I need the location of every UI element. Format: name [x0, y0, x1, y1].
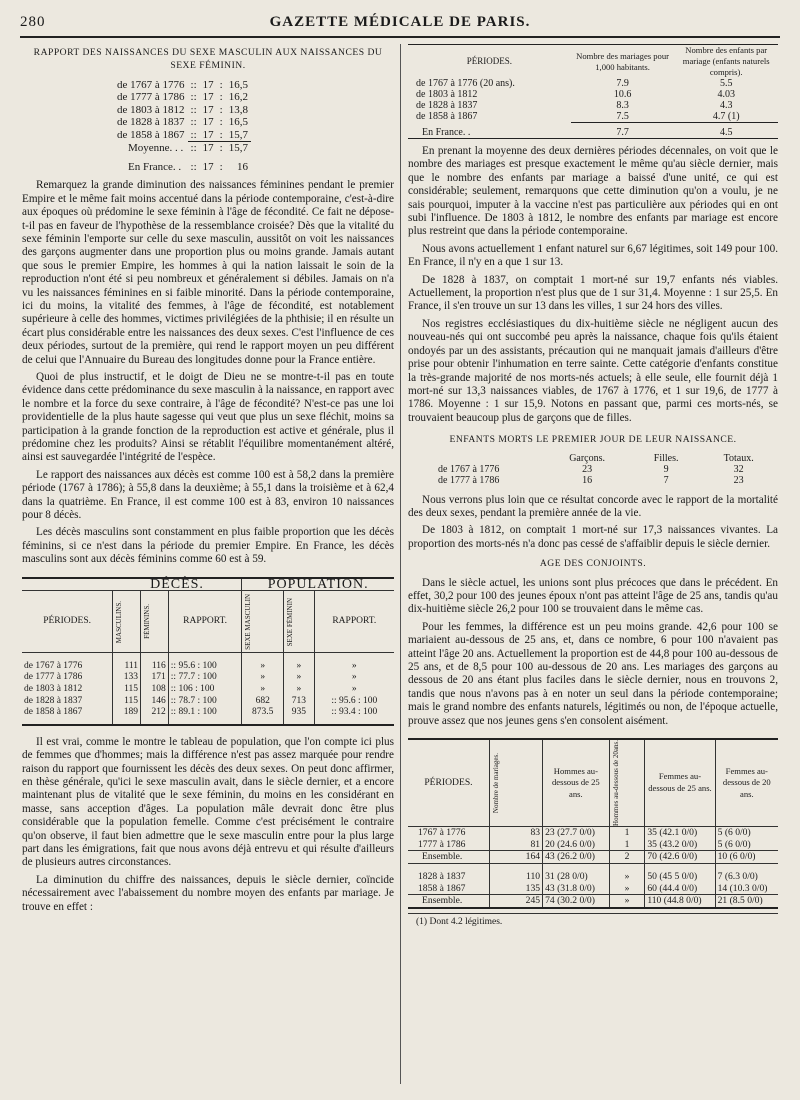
population-feminin: » [284, 672, 314, 684]
stillborn-filles: 7 [663, 474, 669, 486]
enfants-title: ENFANTS MORTS LE PREMIER JOUR DE LEUR NAISSANCE. [449, 434, 737, 446]
age-hommes25 [543, 871, 610, 883]
population-rapport: :: 93.4 : 100 [314, 707, 394, 719]
stillborn-period: de 1777 à 1786 [438, 474, 500, 486]
age-femmes20-pct: (10.3 0/0) [729, 882, 768, 894]
age-femmes25 [645, 851, 715, 864]
table1-period: de 1803 à 1812 [117, 103, 185, 116]
table1-row [114, 116, 251, 129]
age-hommes20: » [609, 871, 645, 883]
age-hommes25-pct: (28 0/0) [557, 871, 588, 883]
age-femmes25-pct: (43.2 0/0) [659, 838, 698, 850]
left-paragraph-4: Les décès masculins sont constamment en plus faible proportion que les décès féminins, si ce n'est dans la période du premier Empire. En France, les décès masculins sont aux décès féminins comme 60 est à 59. [22, 526, 394, 566]
age-femmes25-count: 35 [647, 838, 657, 850]
age-nombre: 135 [489, 883, 542, 895]
table1-sep: : [219, 103, 223, 116]
age-femmes25-pct: (42.1 0/0) [659, 826, 698, 838]
population-rapport: » [314, 684, 394, 696]
stillborn-table: Garçons. Filles. Totaux. de 1767 à 1776 23 9 32 de 1777 à 1786 16 7 23 [408, 453, 778, 486]
age-hommes20: » [609, 895, 645, 908]
age-hommes20: 1 [609, 826, 645, 838]
stillborn-period: de 1767 à 1776 [438, 463, 500, 475]
deaths-period: de 1858 à 1867 [24, 707, 83, 718]
deaths-rapport: :: 89.1 : 100 [168, 707, 242, 719]
age-nombre: 110 [489, 871, 542, 883]
age-hommes25-count: 43 [545, 851, 555, 863]
age-hommes25-count: 31 [545, 871, 555, 883]
age-femmes25 [645, 895, 715, 908]
age-hommes25-pct: (31.8 0/0) [557, 882, 595, 894]
age-hommes25-count: 20 [545, 838, 555, 850]
column-divider [400, 44, 401, 1084]
deaths-rapport: :: 106 : 100 [168, 684, 242, 696]
age-femmes25-count: 50 [647, 871, 657, 883]
age-row [408, 895, 778, 908]
age-nombre: 81 [489, 839, 542, 851]
age-femmes20 [715, 871, 778, 883]
age-hommes20: 2 [609, 851, 645, 864]
age-row [408, 871, 778, 883]
age-hommes25-pct: (27.7 0/0) [557, 826, 595, 838]
age-femmes25 [645, 826, 715, 838]
deaths-masculins: 115 [113, 696, 141, 708]
deaths-feminins: 108 [141, 684, 169, 696]
left-paragraph-3: Le rapport des naissances aux décès est comme 100 est à 58,2 dans la première période (1767 à 1786); à 55,8 dans la deuxième; à 55,1 dans la troisième et à 62,4 dans la quatrième. En France, il est comme 100 est à 83, environ 10 naissances pour 8 décès. [22, 468, 394, 522]
sex-ratio-table [114, 79, 251, 174]
table1-value-b: 13,8 [228, 103, 248, 116]
table1-row [114, 79, 251, 92]
deaths-feminins: 212 [141, 707, 169, 719]
table1-value-b: 15,7 [228, 128, 248, 141]
age-hommes25 [543, 883, 610, 895]
age-row [408, 826, 778, 838]
table1-sep: : [219, 116, 223, 129]
age-femmes25 [645, 871, 715, 883]
age-hommes25-count: 43 [545, 882, 555, 894]
age-femmes20-count: 21 [717, 895, 728, 907]
page-header [20, 10, 780, 38]
deaths-masculins: 189 [113, 707, 141, 719]
marriage-rate: 10.6 [613, 89, 632, 100]
age-nombre: 83 [489, 826, 542, 838]
deaths-period: de 1803 à 1812 [24, 683, 83, 694]
population-rapport: :: 95.6 : 100 [314, 696, 394, 708]
table1-value-b: 16,5 [228, 78, 248, 91]
age-femmes20 [715, 839, 778, 851]
age-femmes25 [645, 883, 715, 895]
age-hommes25-pct: (24.6 0/0) [557, 838, 595, 850]
table1-value-a: 17 [202, 128, 214, 141]
table1-value-b: 16,5 [228, 116, 248, 129]
age-femmes25-pct: (42.6 0/0) [659, 851, 698, 863]
age-period: 1858 à 1867 [418, 882, 466, 894]
age-spacer-cell [645, 863, 715, 871]
children-per-marriage: 4.03 [717, 89, 735, 100]
right-column [408, 44, 778, 929]
population-feminin: 935 [284, 707, 314, 719]
table1-value-a: 17 [202, 116, 214, 129]
age-row [408, 883, 778, 895]
age-hommes25 [543, 851, 610, 864]
deaths-rapport: :: 78.7 : 100 [168, 696, 242, 708]
age-period: Ensemble. [422, 851, 463, 863]
children-per-marriage: 4.3 [719, 100, 733, 111]
journal-title: GAZETTE MÉDICALE DE PARIS. [269, 14, 531, 30]
table1-sep: :: [190, 128, 197, 141]
age-femmes20 [715, 883, 778, 895]
age-femmes20-pct: (6 0/0) [724, 826, 751, 838]
age-period: 1767 à 1776 [418, 826, 466, 838]
age-spacer-cell [609, 863, 645, 871]
marriage-table: PÉRIODES. Nombre des mariages pour 1,000 habitants. Nombre des enfants par mariage (enfants naturels compris). de 1767 à 1776 (20 ans). 7.9 5.5 de 1803 à 1812 10.6 4.03 de 1828 à 1837 8.3 4.3 de 1858 à 1867 7.5 4.7 (1) En France. . 7.7 4.5 [408, 44, 778, 139]
stillborn-totaux: 32 [733, 463, 744, 475]
table1-period: de 1828 à 1837 [117, 116, 185, 129]
age-femmes20 [715, 895, 778, 908]
age-nombre: 164 [489, 851, 542, 864]
age-femmes25-count: 60 [647, 882, 657, 894]
age-femmes20-pct: (6.3 0/0) [724, 871, 758, 883]
marriage-rate: 8.3 [616, 100, 629, 111]
population-feminin: 713 [284, 696, 314, 708]
table1-value-a: 17 [202, 103, 214, 116]
children-per-marriage: 5.5 [719, 78, 733, 89]
marriage-row [408, 78, 778, 89]
age-femmes20-count: 5 [717, 838, 723, 850]
left-paragraph-2: Quoi de plus instructif, et le doigt de Dieu ne se montre-t-il pas en toute évidence dans cette prédominance du sexe masculin à la naissance, en rapport avec le nombre et la force du sexe contraire, à l'âge de fécondité? N'est-ce pas une loi providentielle de la plus haute sagesse qui veut que plus un sexe fléchit, moins sa participation à la grande fonction de la reproduction est active et générale, plus il prédomine chez les produits? Ainsi se rétablit l'équilibre momentanément altéré, ainsi est sauvegardée l'intégrité de l'espèce. [22, 371, 394, 464]
table1-sep: : [219, 128, 223, 141]
marriage-france-row: En France. . 7.7 4.5 [408, 123, 778, 139]
deaths-population-table: DÉCÈS. POPULATION. PÉRIODES. MASCULINS. FÉMININS. RAPPORT. SEXE MASCULIN SEXE FÉMININ RAPPORT. de 1767 à 1776 111 116 :: 95.6 : 100 » » » de 1777 à 1786 133 171 :: 77.7 : 100 » » » de 1803 à 1812 115 108 :: 106 : 100 » » » de 1828 à 1837 115 146 :: 78.7 : 100 682 713 :: 95.6 : 100 de 1858 à 1867 189 212 :: 89.1 : 100 873.5 935 :: 93.4 : 100 [22, 577, 394, 726]
deaths-row [22, 696, 394, 708]
age-femmes20-count: 5 [717, 826, 723, 838]
age-femmes20 [715, 851, 778, 864]
table1-moyenne-row: Moyenne. . . :: 17 : 15,7 [114, 142, 251, 155]
age-row [408, 851, 778, 864]
table1-value-a: 17 [202, 78, 214, 91]
table1-row [114, 91, 251, 104]
population-masculin: » [242, 661, 284, 673]
deaths-feminins: 171 [141, 672, 169, 684]
marriage-row [408, 111, 778, 123]
age-femmes25 [645, 839, 715, 851]
table1-sep: : [219, 78, 223, 91]
stillborn-row [408, 475, 778, 486]
deaths-period: de 1767 à 1776 [24, 660, 83, 671]
age-hommes25-count: 23 [545, 826, 555, 838]
age-femmes20-pct: (6 0/0) [729, 851, 756, 863]
marriage-period: de 1828 à 1837 [416, 100, 478, 111]
population-masculin: » [242, 684, 284, 696]
age-spacer-cell [408, 863, 489, 871]
stillborn-garcons: 16 [582, 474, 593, 486]
stillborn-totaux: 23 [733, 474, 744, 486]
deces-header: DÉCÈS. [113, 578, 242, 591]
age-femmes25-pct: (44.8 0/0) [663, 895, 702, 907]
deaths-masculins: 111 [113, 661, 141, 673]
age-femmes25-count: 110 [647, 895, 662, 907]
age-spacer-cell [715, 863, 778, 871]
age-table: PÉRIODES. Nombre de mariages. Hommes au-dessous de 25 ans. Hommes au-dessous de 20ans. Femmes au-dessous de 25 ans. Femmes au-dessous de 20 ans. 1767 à 1776 83 23 (27.7 0/0) 1 35 (42.1 0/0) 5 (6 0/0) 1777 à 1786 81 20 (24.6 0/0) 1 35 (43.2 0/0) 5 (6 0/0) Ensemble. 164 43 (26.2 0/0) 2 70 (42.6 0/0) 10 (6 0/0) 1828 à 1837 110 31 (28 0/0) » 50 (45 5 0/0) 7 (6.3 0/0) 1858 à 1867 135 43 (31.8 0/0) » 60 (44.4 0/0) 14 (10.3 0/0) Ensemble. 245 74 (30.2 0/0) » 110 (44.8 0/0) 21 (8.5 0/0) [408, 738, 778, 909]
age-femmes20-count: 10 [717, 851, 728, 863]
population-feminin: » [284, 684, 314, 696]
age-title: AGE DES CONJOINTS. [539, 558, 647, 570]
right-paragraph-8: Pour les femmes, la différence est un peu moins grande. 42,6 pour 100 se mariaient au-dessous de 25 ans, et, dans ce nombre, 6 pour 100 n'avaient pas atteint l'âge 20 ans. Actuellement la proportion est de 44,8 pour 100 au-dessous de 25 ans, et de 8,5 pour 100 au-dessous de 20 ans. Les mariages des garçons au dessous de 20 ans étant plus faciles dans le siècle dernier, nous en trouvons 2, tandis que nous n'avons pas à en noter un seul dans la période contemporaine; mais le grand nombre des enfants naturels, légitimés ou non, de l'époque actuelle, prouve assez que nos jeunes gens s'en consolent aisément. [408, 620, 778, 727]
age-femmes20-pct: (6 0/0) [724, 838, 751, 850]
left-paragraph-5: Il est vrai, comme le montre le tableau de population, que l'on compte ici plus de femmes que d'hommes; mais la différence n'est pas assez marquée pour rendre raison du rapport que fournissent les décès des deux sexes. On peut donc affirmer, en thèse générale, qu'ici le sexe masculin avait, dans le siècle dernier, et a encore maintenant plus de vitalité que le sexe féminin, du moins en les considérant en masse, sans acception d'âges. La population mâle devrait donc être plus considérable que la population femelle. Comme c'est précisément le contraire qu'on observe, il faut bien admettre que le sexe masculin entre pour la plus large part dans les émigrations, fait que nous avons déjà entrevu et qui résulte d'ailleurs de plusieurs autres circonstances. [22, 735, 394, 869]
age-nombre: 245 [489, 895, 542, 908]
deaths-masculins: 133 [113, 672, 141, 684]
deaths-feminins: 146 [141, 696, 169, 708]
table1-row [114, 129, 251, 142]
deaths-row [22, 672, 394, 684]
right-paragraph-5: Nous verrons plus loin que ce résultat concorde avec le rapport de la mortalité des deux sexes, pendant la première année de la vie. [408, 493, 778, 519]
deaths-row [22, 684, 394, 696]
marriage-row [408, 100, 778, 111]
table1-title: RAPPORT DES NAISSANCES DU SEXE MASCULIN AUX NAISSANCES DU SEXE FÉMININ. [33, 47, 383, 72]
deaths-masculins: 115 [113, 684, 141, 696]
page-number: 280 [20, 14, 46, 30]
deaths-period: de 1828 à 1837 [24, 695, 83, 706]
age-femmes20-count: 14 [717, 882, 728, 894]
deaths-rapport: :: 77.7 : 100 [168, 672, 242, 684]
right-paragraph-1: En prenant la moyenne des deux dernières périodes décennales, on voit que le nombre des mariages est presque exactement le même qu'au siècle dernier, mais que le nombre des enfants par mariage a baissé d'une unité, ce qui est considérable; seulement, remarquons que cette diminution qu'on a voulu, je ne sais pourquoi, imputer à la vaccine n'est pas particulière aux périodes qui en ont subi l'influence. De 1803 à 1812, le nombre des enfants par mariage est encore plus restreint que dans la période contemporaine. [408, 145, 778, 238]
age-femmes25-pct: (45 5 0/0) [659, 871, 698, 883]
footnote: (1) Dont 4.2 légitimes. [408, 913, 778, 929]
left-paragraph-6: La diminution du chiffre des naissances, depuis le siècle dernier, coïncide nécessairement avec l'abaissement du nombre moyen des enfants par mariage. Je trouve en effet : [22, 873, 394, 913]
age-hommes25-pct: (30.2 0/0) [557, 895, 595, 907]
stillborn-filles: 9 [663, 463, 669, 475]
table1-sep: : [219, 91, 223, 104]
age-femmes25-count: 70 [647, 851, 657, 863]
marriage-period: de 1803 à 1812 [416, 89, 478, 100]
deaths-period: de 1777 à 1786 [24, 672, 83, 683]
marriage-rate: 7.5 [616, 111, 629, 122]
marriage-period: de 1858 à 1867 [416, 111, 478, 123]
age-spacer-cell [489, 863, 542, 871]
deaths-row [22, 661, 394, 673]
age-femmes25-pct: (44.4 0/0) [659, 882, 698, 894]
right-paragraph-2: Nous avons actuellement 1 enfant naturel sur 6,67 légitimes, soit 149 pour 100. En France, il n'y en a que 1 sur 13. [408, 242, 778, 269]
table1-period: de 1767 à 1776 [117, 78, 185, 91]
marriage-period: de 1767 à 1776 (20 ans). [416, 78, 515, 89]
age-femmes25-count: 35 [647, 826, 657, 838]
table1-sep: :: [190, 116, 197, 129]
marriage-row [408, 89, 778, 100]
age-hommes20: 1 [609, 839, 645, 851]
stillborn-garcons: 23 [582, 463, 593, 475]
deaths-feminins: 116 [141, 661, 169, 673]
deaths-row [22, 707, 394, 719]
age-spacer-cell [543, 863, 610, 871]
table1-sep: :: [190, 103, 197, 116]
right-paragraph-3: De 1828 à 1837, on comptait 1 mort-né sur 19,7 enfants nés viables. Actuellement, la proportion n'est plus que de 1 sur 31,4. Moyenne : 1 sur 25,5. En France, il s'en trouve un sur 13 dans les villes, 1 sur 24 hors des villes. [408, 273, 778, 313]
marriage-rate: 7.9 [616, 78, 629, 89]
population-rapport: » [314, 661, 394, 673]
table1-row [114, 104, 251, 117]
table1-value-a: 17 [202, 91, 214, 104]
table1-period: de 1858 à 1867 [117, 129, 185, 142]
age-hommes25-pct: (26.2 0/0) [557, 851, 595, 863]
age-hommes25 [543, 895, 610, 908]
population-rapport: » [314, 672, 394, 684]
right-paragraph-6: De 1803 à 1812, on comptait 1 mort-né sur 17,3 naissances vivantes. La proportion des morts-nés n'a donc pas cessé de s'affaiblir depuis le siècle dernier. [408, 524, 778, 550]
age-period: 1777 à 1786 [418, 838, 466, 850]
right-paragraph-7: Dans le siècle actuel, les unions sont plus précoces que dans le précédent. En effet, 30,2 pour 100 des jeunes époux n'ont pas atteint l'âge de 25 ans, tandis qu'au dix-huitième siècle 26,2 pour 100 se trouvaient dans le même cas. [408, 576, 778, 616]
table1-value-b: 16,2 [228, 91, 248, 104]
population-masculin: » [242, 672, 284, 684]
population-masculin: 682 [242, 696, 284, 708]
age-period: Ensemble. [422, 895, 463, 907]
age-hommes25-count: 74 [545, 895, 555, 907]
table1-period: de 1777 à 1786 [117, 91, 185, 104]
age-femmes20-count: 7 [717, 871, 723, 883]
population-header: POPULATION. [242, 578, 394, 591]
age-femmes20 [715, 826, 778, 838]
left-paragraph-1: Remarquez la grande diminution des naissances féminines pendant le premier Empire et le même fait moins accentué dans la période contemporaine, c'est-à-dire aux époques où prédomine le sexe féminin à l'âge de fécondité. Ce fait ne dépose-t-il pas en faveur de l'hypothèse de la ressemblance croisée? Dès que la vitalité du sexe féminin l'emporte sur celle du sexe masculin, aussitôt on voit les naissances des garçons augmenter dans une proportion plus ou moins grande. Jamais autant que sous le premier Empire, les hommes à qui la nation laissait le soin de la reproduction n'ont été si peu nombreux et généralement si débiles. Jamais on n'a vu les naissances féminines en si faible minorité. Dans la période contemporaine, ici du moins, la vitalité des femmes, à l'âge de fécondité, est notablement supérieure à celle des hommes, victimes privilégiées de la phthisie; il en résulte un écart plus considérable entre les naissances des deux sexes. C'est l'influence de ces deux périodes, surtout de la première, qui rend le rapport moyen un peu différent de celui que l'Annuaire du Bureau des longitudes donne pour la France entière. [22, 179, 394, 366]
table1-sep: :: [190, 91, 197, 104]
children-per-marriage: 4.7 (1) [712, 111, 740, 122]
age-hommes20: » [609, 883, 645, 895]
age-spacer [408, 863, 778, 871]
age-hommes25 [543, 839, 610, 851]
deaths-rapport: :: 95.6 : 100 [168, 661, 242, 673]
right-paragraph-4: Nos registres ecclésiastiques du dix-huitième siècle ne négligent aucun des nouveau-nés qui ont succombé peu après la naissance, chaque fois qu'ils étaient ondoyés par un des assistants, précaution qui ne manquait jamais d'ailleurs d'être prise pour obtenir l'inhumation en terre sainte. Cette catégorie d'enfants constitue la très-grande majorité de nos morts-nés actuels; à elle seule, elle fournit déjà 1 mort-né sur 13,3 naissances viables, de 1767 à 1776, et 1 sur 19,6, de 1777 à 1786. Moyenne : 1 sur 15,9. Notons en passant que, parmi ces morts-nés, se trouvaient beaucoup plus de garçons que de filles. [408, 317, 778, 424]
population-feminin: » [284, 661, 314, 673]
age-period: 1828 à 1837 [418, 871, 466, 883]
population-masculin: 873.5 [242, 707, 284, 719]
table1-france-row: En France. . :: 17 : 16 [128, 160, 248, 173]
age-hommes25 [543, 826, 610, 838]
age-row [408, 839, 778, 851]
left-column [22, 44, 394, 918]
stillborn-row [408, 464, 778, 475]
age-femmes20-pct: (8.5 0/0) [729, 895, 763, 907]
table1-sep: :: [190, 78, 197, 91]
